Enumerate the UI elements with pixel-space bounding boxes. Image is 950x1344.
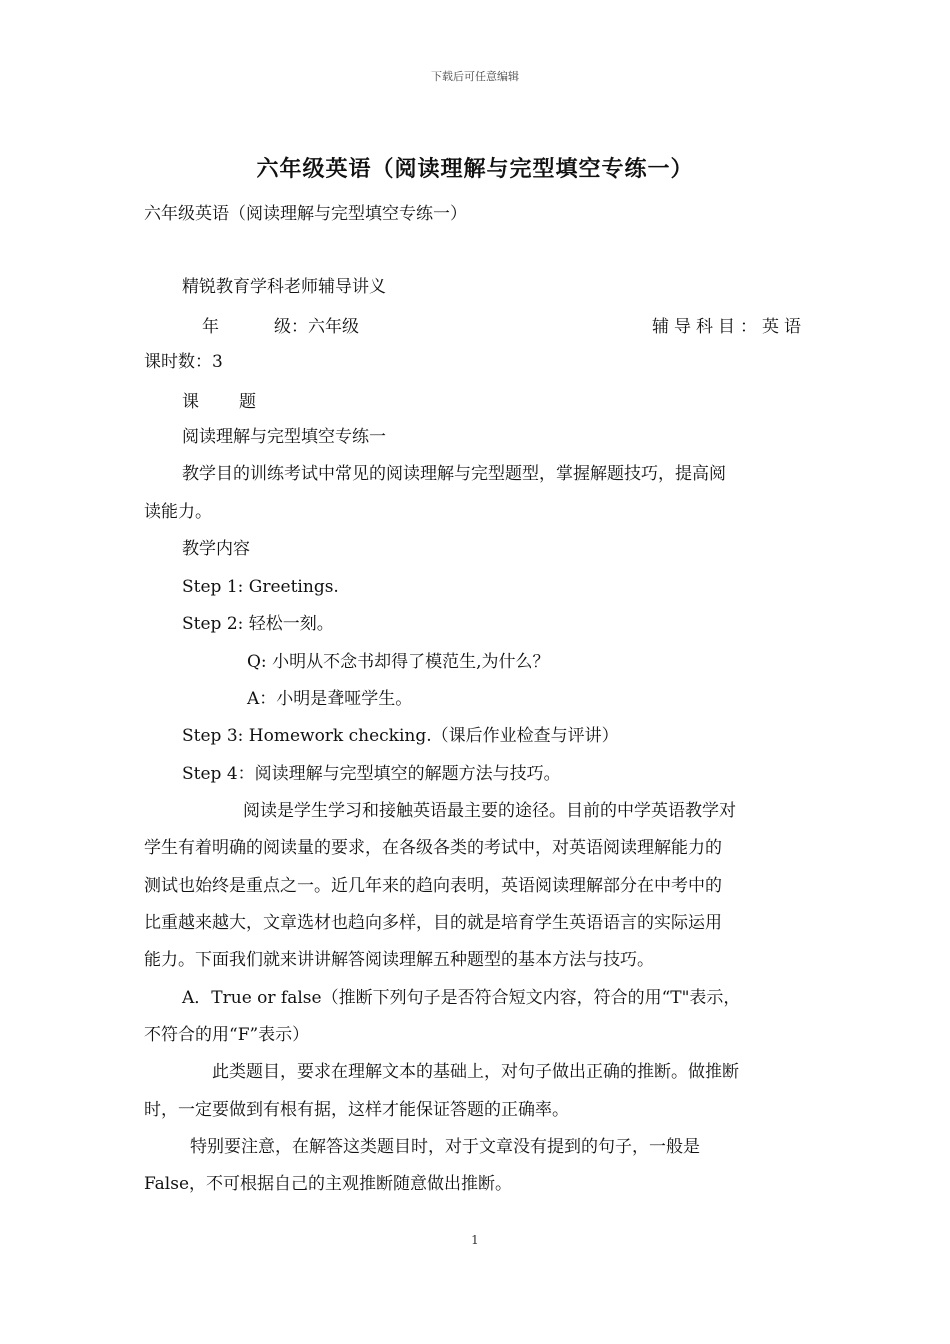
topic-label-b: 题 (239, 392, 256, 412)
subject-label: 辅导科目：英语 (652, 317, 806, 337)
para1-line-3: 测试也始终是重点之一。近几年来的趋向表明，英语阅读理解部分在中考中的 (144, 876, 722, 896)
para1-line-2: 学生有着明确的阅读量的要求，在各级各类的考试中，对英语阅读理解能力的 (144, 838, 722, 858)
para2-line-1: 此类题目，要求在理解文本的基础上，对句子做出正确的推断。做推断 (212, 1062, 739, 1082)
step-4: Step 4：阅读理解与完型填空的解题方法与技巧。 (182, 764, 561, 784)
riddle-question: Q: 小明从不念书却得了模范生,为什么？ (247, 652, 550, 672)
step-1: Step 1: Greetings. (182, 577, 339, 597)
step-2: Step 2: 轻松一刻。 (182, 614, 334, 634)
riddle-answer: A：小明是聋哑学生。 (247, 689, 413, 709)
content-label: 教学内容 (182, 539, 250, 559)
para1-line-5: 能力。下面我们就来讲讲解答阅读理解五种题型的基本方法与技巧。 (144, 950, 654, 970)
section-a-line-2: 不符合的用“F”表示） (144, 1025, 310, 1045)
lecture-heading: 精锐教育学科老师辅导讲义 (182, 277, 386, 297)
subtitle: 六年级英语（阅读理解与完型填空专练一） (144, 204, 467, 224)
grade-label-a: 年 (202, 317, 219, 337)
goal-line-2: 读能力。 (144, 502, 212, 522)
section-a-line-1: A．True or false（推断下列句子是否符合短文内容，符合的用“T"表示， (182, 988, 741, 1008)
step-3: Step 3: Homework checking.（课后作业检查与评讲） (182, 726, 619, 746)
para3-line-1: 特别要注意，在解答这类题目时，对于文章没有提到的句子，一般是 (190, 1137, 700, 1157)
para1-line-1: 阅读是学生学习和接触英语最主要的途径。目前的中学英语教学对 (243, 801, 736, 821)
goal-line-1: 教学目的训练考试中常见的阅读理解与完型题型，掌握解题技巧，提高阅 (182, 464, 726, 484)
para2-line-2: 时，一定要做到有根有据，这样才能保证答题的正确率。 (144, 1100, 569, 1120)
topic: 阅读理解与完型填空专练一 (182, 427, 386, 447)
grade-label-b: 级：六年级 (274, 317, 359, 337)
header-note: 下载后可任意编辑 (431, 70, 519, 83)
document-title: 六年级英语（阅读理解与完型填空专练一） (256, 156, 694, 182)
para3-line-2: False，不可根据自己的主观推断随意做出推断。 (144, 1174, 512, 1194)
topic-label-a: 课 (182, 392, 199, 412)
page-number: 1 (471, 1233, 479, 1247)
para1-line-4: 比重越来越大，文章选材也趋向多样，目的就是培育学生英语语言的实际运用 (144, 913, 722, 933)
topic-label-row (182, 387, 256, 412)
class-hours: 课时数：3 (144, 352, 223, 372)
grade-subject-row (144, 312, 806, 336)
